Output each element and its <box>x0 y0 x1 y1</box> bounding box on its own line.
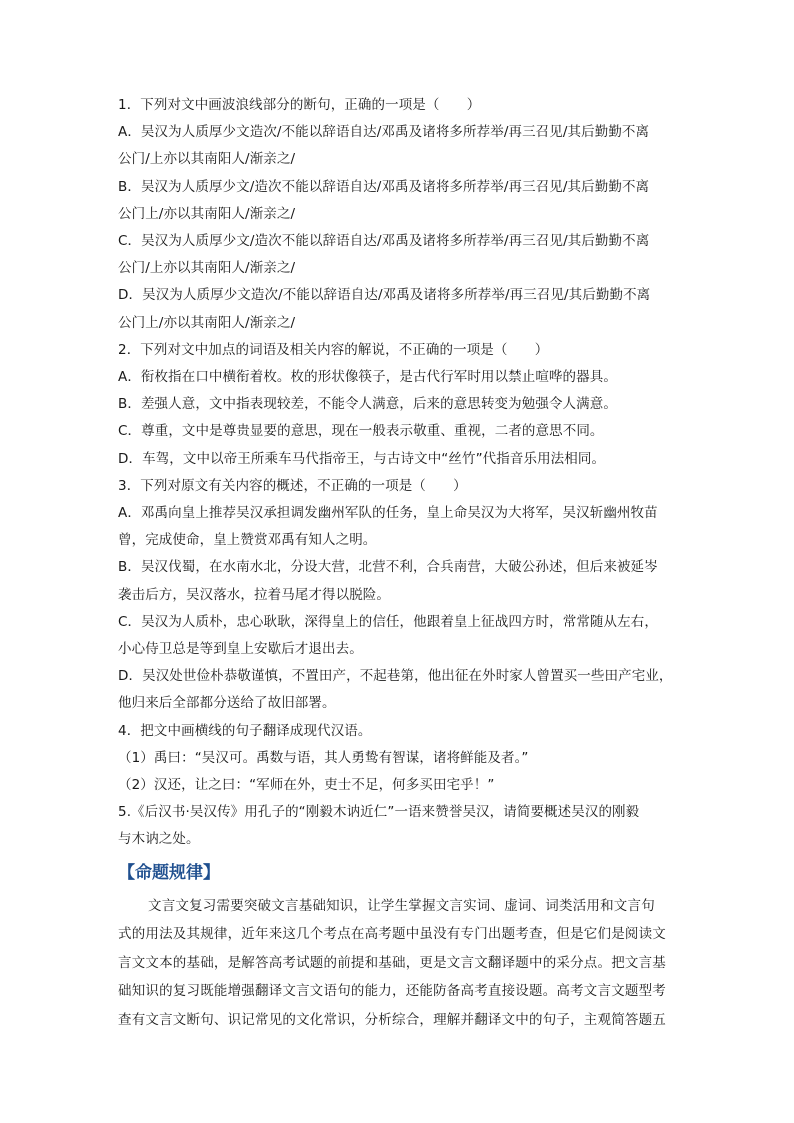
question-1-stem: 1．下列对文中画波浪线部分的断句，正确的一项是（ ） <box>118 97 481 113</box>
question-3-option-c-line-2: 小心侍卫总是等到皇上安歇后才退出去。 <box>118 641 363 658</box>
question-3-stem: 3．下列对原文有关内容的概述，不正确的一项是（ ） <box>118 477 467 494</box>
question-4-item-2: （2）汉还，让之曰：“军师在外，吏士不足，何多买田宅乎！” <box>118 777 495 794</box>
paragraph-line: 查有文言文断句、识记常见的文化常识，分析综合，理解并翻译文中的句子，主观简答题五 <box>118 1012 666 1029</box>
paragraph-line: 言文文本的基础，是解答高考试题的前提和基础，更是文言文翻译题中的采分点。把文言基 <box>118 954 666 971</box>
question-1-option-c-line-1: C．吴汉为人质厚少文/造次不能以辞语自达/邓禹及诸将多所荐举/再三召见/其后勤勤不离 <box>118 233 650 250</box>
question-3-option-a-line-1: A．邓禹向皇上推荐吴汉承担调发幽州军队的任务，皇上命吴汉为大将军，吴汉斩幽州牧苗 <box>118 505 658 522</box>
question-3-option-d-line-2: 他归来后全部都分送给了故旧部署。 <box>118 695 336 712</box>
question-5-line-1: 5.《后汉书·吴汉传》用孔子的“刚毅木讷近仁”一语来赞誉吴汉，请简要概述吴汉的刚毅 <box>118 804 640 821</box>
question-1-option-c-line-2: 公门/上亦以其南阳人/渐亲之/ <box>118 260 296 277</box>
question-3-option-b-line-1: B．吴汉伐蜀，在水南水北，分设大营，北营不利，合兵南营，大破公孙述，但后来被延岑 <box>118 559 658 576</box>
question-1-option-b-line-2: 公门上/亦以其南阳人/渐亲之/ <box>118 205 296 222</box>
question-5-line-2: 与木讷之处。 <box>118 831 200 848</box>
question-4-stem: 4．把文中画横线的句子翻译成现代汉语。 <box>118 722 372 739</box>
question-3-option-c-line-1: C．吴汉为人质朴，忠心耿耿，深得皇上的信任，他跟着皇上征战四方时，常常随从左右， <box>118 613 658 630</box>
question-1-option-d-line-1: D．吴汉为人质厚少文造次/不能以辞语自达/邓禹及诸将多所荐举/再三召见/其后勤勤不离 <box>118 287 651 304</box>
paragraph-line: 文言文复习需要突破文言基础知识，让学生掌握文言实词、虚词、词类活用和文言句 <box>148 897 655 914</box>
question-1-option-d-line-2: 公门上/亦以其南阳人/渐亲之/ <box>118 314 296 331</box>
paragraph-line: 式的用法及其规律，近年来这几个考点在高考题中虽没有专门出题考查，但是它们是阅读文 <box>118 926 666 943</box>
question-1-option-a-line-2: 公门/上亦以其南阳人/渐亲之/ <box>118 151 296 168</box>
question-1-option-b-line-1: B．吴汉为人质厚少文/造次不能以辞语自达/邓禹及诸将多所荐举/再三召见/其后勤勤不离 <box>118 178 650 195</box>
section-paragraph <box>118 892 680 1035</box>
question-2-option-a: A．衔枚指在口中横衔着枚。枚的形状像筷子，是古代行军时用以禁止喧哗的器具。 <box>118 369 617 386</box>
section-heading: 【命题规律】 <box>118 862 220 883</box>
question-2-option-b: B．差强人意，文中指表现较差，不能令人满意，后来的意思转变为勉强令人满意。 <box>118 396 617 413</box>
question-2-option-d: D．车驾，文中以帝王所乘车马代指帝王，与古诗文中“丝竹”代指音乐用法相同。 <box>118 450 606 467</box>
question-3-option-a-line-2: 曾，完成使命，皇上赞赏邓禹有知人之明。 <box>118 532 377 549</box>
question-2-stem: 2．下列对文中加点的词语及相关内容的解说，不正确的一项是（ ） <box>118 341 549 358</box>
paragraph-line: 础知识的复习既能增强翻译文言文语句的能力，还能防备高考直接设题。高考文言文题型考 <box>118 983 666 1000</box>
question-2-option-c: C．尊重，文中是尊贵显要的意思，现在一般表示敬重、重视，二者的意思不同。 <box>118 423 604 440</box>
question-4-item-1: （1）禹曰：“吴汉可。禹数与语，其人勇鸷有智谋，诸将鲜能及者。” <box>118 749 529 766</box>
question-3-option-d-line-1: D．吴汉处世俭朴恭敬谨慎，不置田产，不起巷第，他出征在外时家人曾置买一些田产宅业， <box>118 668 673 685</box>
document-page <box>118 92 680 1035</box>
question-3-option-b-line-2: 袭击后方，吴汉落水，拉着马尾才得以脱险。 <box>118 586 390 603</box>
question-1-option-a-line-1: A．吴汉为人质厚少文造次/不能以辞语自达/邓禹及诸将多所荐举/再三召见/其后勤勤不离 <box>118 124 650 141</box>
